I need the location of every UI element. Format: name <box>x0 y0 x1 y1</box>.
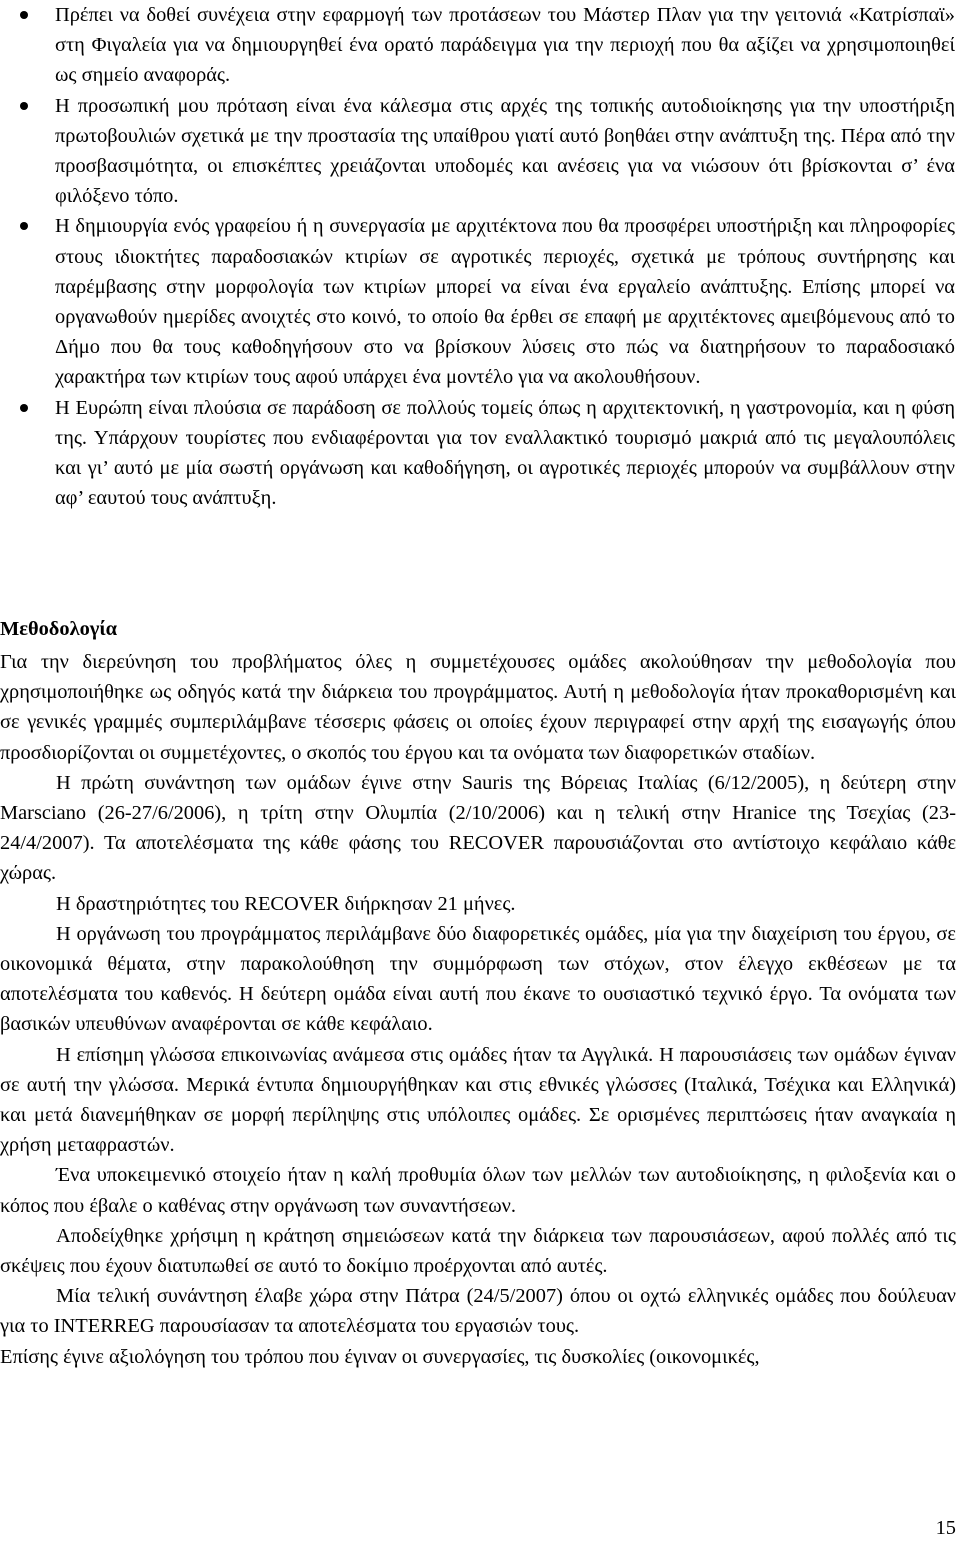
paragraph: Αποδείχθηκε χρήσιμη η κράτηση σημειώσεων κατά την διάρκεια των παρουσιάσεων, αφού πολλές από τις σκέψεις που έχουν διατυπωθεί σε αυτό το δοκίμιο προέρχονται από αυτές. <box>0 1224 956 1278</box>
list-item <box>0 91 960 212</box>
bullet-icon <box>20 11 28 19</box>
list-item-text: Πρέπει να δοθεί συνέχεια στην εφαρμογή των προτάσεων του Μάστερ Πλαν για την γειτονιά «Κατρίσπαϊ» στη Φιγαλεία για να δημιουργηθεί ένα ορατό παράδειγμα για την περιοχή που θα αξίζει να χρησιμοποιηθεί ως σημείο αναφοράς. <box>55 4 955 87</box>
paragraph: Επίσης έγινε αξιολόγηση του τρόπου που έγιναν οι συνεργασίες, τις δυσκολίες (οικονομικές, <box>0 1345 760 1368</box>
paragraph: Η οργάνωση του προγράμματος περιλάμβανε δύο διαφορετικές ομάδες, μία για την διαχείριση του έργου, σε οικονομικά θέματα, στην παρακολούθηση την συμμόρφωση των στόχων, στον έλεγχο εκθέσεων με τα αποτελέσματα του καθενός. Η δεύτερη ομάδα είναι αυτή που έκανε το ουσιαστικό τεχνικό έργο. Τα ονόματα των βασικών υπευθύνων αναφέρονται σε κάθε κεφάλαιο. <box>0 922 956 1036</box>
list-item-text: Η προσωπική μου πρόταση είναι ένα κάλεσμα στις αρχές της τοπικής αυτοδιοίκησης για την υποστήριξη πρωτοβουλιών σχετικά με την προστασία της υπαίθρου γιατί αυτό βοηθάει στην ανάπτυξη της. Πέρα από την προσβασιμότητα, οι επισκέπτες χρειάζονται υποδομές και ανέσεις για να νιώσουν ότι βρίσκονται σ’ ένα φιλόξενο τόπο. <box>55 94 955 208</box>
recommendations-list <box>0 0 960 513</box>
bullet-icon <box>20 222 28 230</box>
list-item-text: Η δημιουργία ενός γραφείου ή η συνεργασία με αρχιτέκτονα που θα προσφέρει υποστήριξη και πληροφορίες στους ιδιοκτήτες παραδοσιακών κτιρίων σε αγροτικές περιοχές, σχετικά με τρόπους συντήρησης και παρέμβασης στην μορφολογία των κτιρίων μπορεί να είναι ένα εργαλείο ανάπτυξης. Επίσης μπορεί να οργανωθούν ημερίδες ανοιχτές στο κοινό, το οποίο θα έρθει σε επαφή με αρχιτέκτονες αμειβόμενους από το Δήμο που θα τους καθοδηγήσουν στο να βρίσκουν λύσεις στο πώς να διατηρήσουν το παραδοσιακό χαρακτήρα των κτιρίων τους αφού υπάρχει ένα μοντέλο για να ακολουθήσουν. <box>55 215 955 389</box>
paragraph: Ένα υποκειμενικό στοιχείο ήταν η καλή προθυμία όλων των μελλών των αυτοδιοίκησης, η φιλοξενία και ο κόπος που έβαλε ο καθένας στην οργάνωση των συναντήσεων. <box>0 1164 956 1217</box>
methodology-section <box>0 612 956 1372</box>
list-item <box>0 393 960 514</box>
paragraph: Η πρώτη συνάντηση των ομάδων έγινε στην Sauris της Βόρειας Ιταλίας (6/12/2005), η δεύτερη στην Marsciano (26-27/6/2006), η τρίτη στην Ολυμπία (2/10/2006) και η τελική στην Hranice της Τσεχίας (23-24/4/2007). Τα αποτελέσματα της κάθε φάσης του RECOVER παρουσιάζονται στο αντίστοιχο κεφάλαιο κάθε χώρας. <box>0 771 956 885</box>
paragraph: Η επίσημη γλώσσα επικοινωνίας ανάμεσα στις ομάδες ήταν τα Αγγλικά. Η παρουσιάσεις των ομάδων έγιναν σε αυτή την γλώσσα. Μερικά έντυπα δημιουργήθηκαν και στις εθνικές γλώσσες (Ιταλικά, Τσέχικα και Ελληνικά) και μετά διανεμήθηκαν σε μορφή περίληψης στις υπόλοιπες ομάδες. Σε ορισμένες περιπτώσεις ήταν αναγκαία η χρήση μεταφραστών. <box>0 1043 956 1157</box>
paragraph: Για την διερεύνηση του προβλήματος όλες η συμμετέχουσες ομάδες ακολούθησαν την μεθοδολογία που χρησιμοποιήθηκε ως οδηγός κατά την διάρκεια του προγράμματος. Αυτή η μεθοδολογία ήταν προκαθορισμένη και σε γενικές γραμμές συμπεριλάμβανε τέσσερις φάσεις οι οποίες έχουν περιγραφεί στην αρχή της εισαγωγής όπου προσδιορίζονται οι συμμετέχοντες, ο σκοπός του έργου και τα ονόματα των διαφορετικών σταδίων. <box>0 651 956 764</box>
list-item <box>0 0 960 91</box>
bullet-icon <box>20 102 28 110</box>
list-item-text: Η Ευρώπη είναι πλούσια σε παράδοση σε πολλούς τομείς όπως η αρχιτεκτονική, η γαστρονομία, και η φύση της. Υπάρχουν τουρίστες που ενδιαφέρονται για τον εναλλακτικό τουρισμό μακριά από τις μεγαλουπόλεις και γι’ αυτό με μία σωστή οργάνωση και καθοδήγηση, οι αγροτικές περιοχές μπορούν να συμβάλλουν στην αφ’ εαυτού τους ανάπτυξη. <box>55 396 955 510</box>
paragraph: Η δραστηριότητες του RECOVER διήρκησαν 21 μήνες. <box>56 892 516 915</box>
paragraph: Μία τελική συνάντηση έλαβε χώρα στην Πάτρα (24/5/2007) όπου οι οχτώ ελληνικές ομάδες που δούλευαν για το INTERREG παρουσίασαν τα αποτελέσματα του εργασιών τους. <box>0 1285 956 1338</box>
section-heading: Μεθοδολογία <box>0 618 118 640</box>
list-item <box>0 211 960 392</box>
page-number: 15 <box>935 1517 956 1539</box>
bullet-icon <box>20 404 28 412</box>
